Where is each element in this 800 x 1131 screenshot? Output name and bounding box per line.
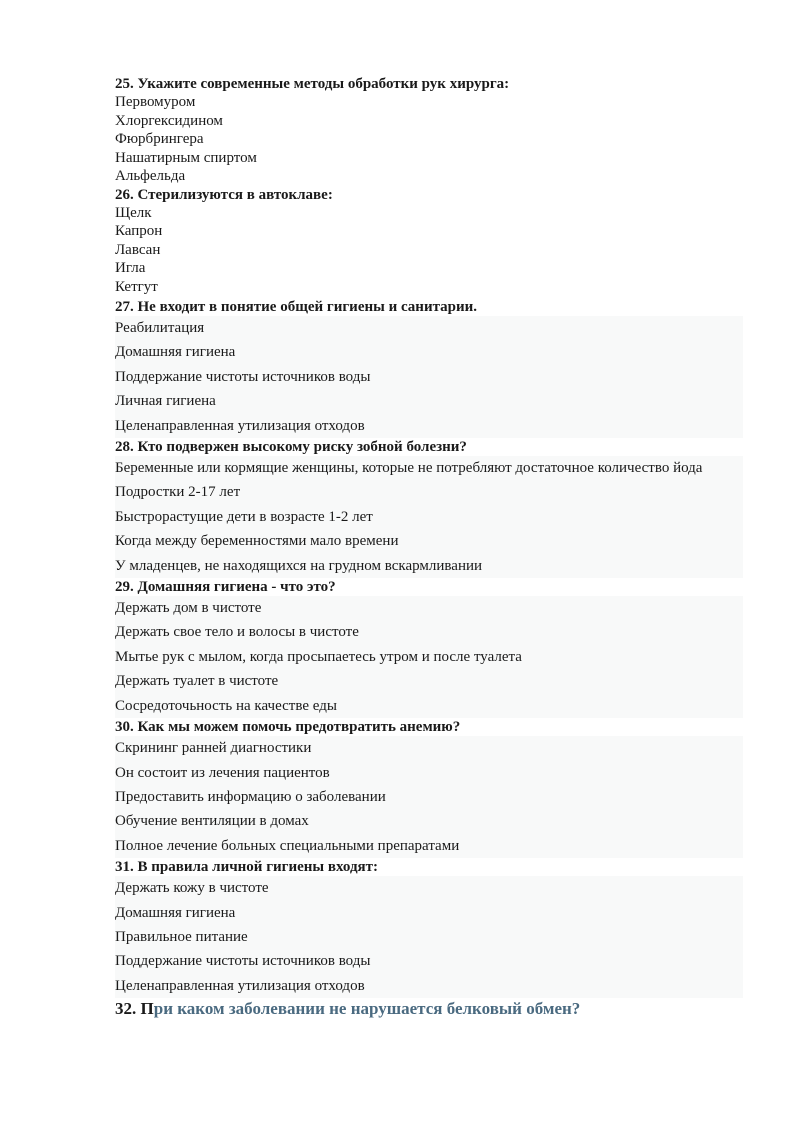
answer-block [115, 876, 743, 998]
answer-option: Беременные или кормящие женщины, которые не потребляют достаточное количество йода [115, 460, 703, 477]
answer-block [115, 596, 743, 718]
question-31 [115, 858, 743, 998]
answer-option: Правильное питание [115, 928, 248, 945]
answer-option: Первомуром [115, 94, 196, 110]
answer-block [115, 316, 743, 438]
question-30 [115, 718, 743, 858]
question-28 [115, 438, 743, 578]
answer-option: У младенцев, не находящихся на грудном вскармливании [115, 557, 483, 574]
answer-option: Фюрбрингера [115, 131, 204, 147]
answer-option: Держать свое тело и волосы в чистоте [115, 624, 359, 641]
answer-option: Лавсан [115, 241, 161, 258]
answer-option: Подростки 2-17 лет [115, 484, 241, 501]
answer-option: Щелк [115, 204, 152, 221]
answer-option: Домашняя гигиена [115, 904, 236, 921]
answer-option: Держать кожу в чистоте [115, 880, 269, 897]
answer-option: Хлоргексидином [115, 112, 223, 129]
question-32-rest: ри каком заболевании не нарушается белковый обмен? [153, 999, 581, 1019]
answer-option: Нашатирным спиртом [115, 149, 257, 166]
answer-option: Целенаправленная утилизация отходов [115, 977, 365, 994]
question-26 [115, 186, 743, 297]
answer-option: Когда между беременностями мало времени [115, 533, 399, 550]
answer-option: Реабилитация [115, 320, 205, 336]
question-title: 26. Стерилизуются в автоклаве: [115, 186, 333, 203]
answer-option: Мытье рук с мылом, когда просыпаетесь утром и после туалета [115, 648, 522, 665]
answer-option: Сосредоточьность на качестве еды [115, 697, 337, 714]
question-title: 27. Не входит в понятие общей гигиены и санитарии. [115, 299, 478, 315]
question-29 [115, 578, 743, 718]
answer-option: Держать туалет в чистоте [115, 673, 279, 690]
answer-option: Целенаправленная утилизация отходов [115, 417, 365, 434]
answer-option: Кетгут [115, 278, 158, 295]
question-title: 25. Укажите современные методы обработки рук хирурга: [115, 76, 510, 92]
question-25 [115, 75, 743, 186]
answer-block [115, 456, 743, 578]
answer-option: Капрон [115, 223, 163, 239]
question-title: 28. Кто подвержен высокому риску зобной болезни? [115, 439, 467, 456]
answer-option: Домашняя гигиена [115, 344, 236, 361]
answer-option: Обучение вентиляции в домах [115, 813, 309, 830]
document-page [115, 75, 743, 1020]
answer-option: Быстрорастущие дети в возрасте 1-2 лет [115, 508, 373, 525]
question-title: 29. Домашняя гигиена - что это? [115, 579, 336, 596]
answer-option: Полное лечение больных специальными препаратами [115, 837, 460, 854]
answer-option: Поддержание чистоты источников воды [115, 953, 371, 970]
question-title: 30. Как мы можем помочь предотвратить анемию? [115, 719, 461, 736]
question-32-title [115, 998, 743, 1020]
answer-option: Держать дом в чистоте [115, 600, 262, 617]
answer-option: Игла [115, 260, 146, 276]
question-32-prefix: 32. П [115, 999, 154, 1019]
question-title: 31. В правила личной гигиены входят: [115, 859, 379, 876]
answer-option: Он состоит из лечения пациентов [115, 764, 330, 781]
answer-option: Альфельда [115, 168, 186, 184]
answer-option: Предоставить информацию о заболевании [115, 788, 386, 805]
answer-option: Личная гигиена [115, 393, 216, 410]
answer-option: Скрининг ранней диагностики [115, 740, 312, 757]
answer-block [115, 736, 743, 858]
answer-option: Поддержание чистоты источников воды [115, 368, 371, 385]
question-27 [115, 298, 743, 438]
